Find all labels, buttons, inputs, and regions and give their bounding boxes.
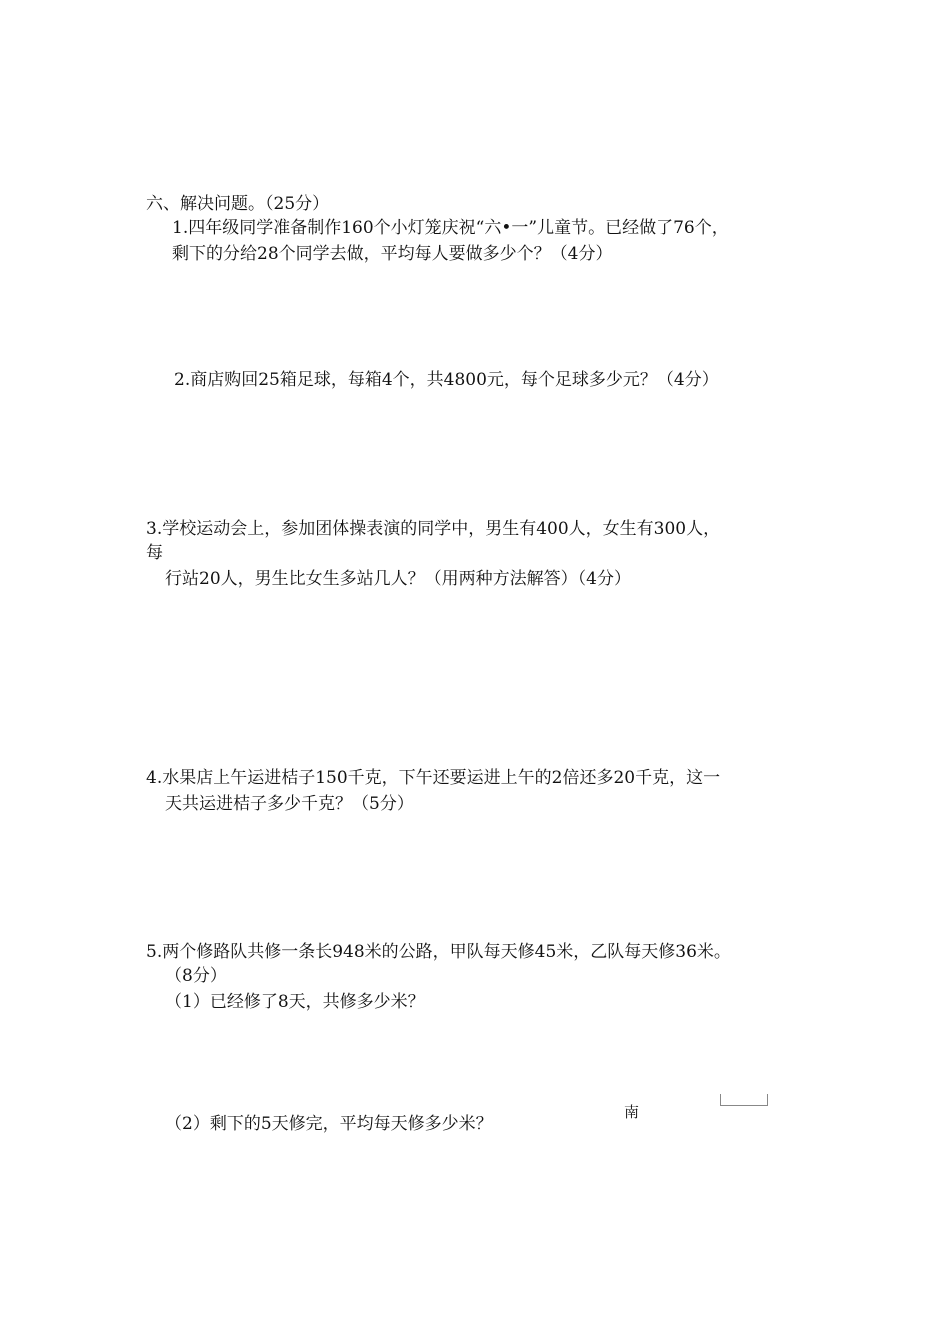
problem-3-line-1: 3.学校运动会上，参加团体操表演的同学中，男生有400人，女生有300人， [146,519,721,539]
problem-4-line-1: 4.水果店上午运进桔子150千克，下午还要运进上午的2倍还多20千克，这一 [146,768,721,788]
scale-mark [720,1094,768,1108]
scale-mark-icon [720,1094,768,1108]
problem-3-line-3: 行站20人，男生比女生多站几人？（用两种方法解答）（4分） [165,569,631,589]
problem-3-line-2: 每 [146,543,163,563]
problem-5-line-1: 5.两个修路队共修一条长948米的公路，甲队每天修45米，乙队每天修36米。 [146,942,731,962]
stray-label: 南 [624,1103,640,1121]
problem-1-line-2: 剩下的分给28个同学去做，平均每人要做多少个？（4分） [172,244,613,264]
problem-5-sub-2: （2）剩下的5天修完，平均每天修多少米？ [165,1114,493,1134]
section-title: 六、解决问题。（25分） [146,194,330,214]
problem-5-sub-1: （1）已经修了8天，共修多少米？ [165,992,425,1012]
problem-2-line-1: 2.商店购回25箱足球，每箱4个，共4800元，每个足球多少元？（4分） [174,370,719,390]
problem-5-line-2: （8分） [165,966,227,986]
problem-4-line-2: 天共运进桔子多少千克？（5分） [165,794,414,814]
problem-1-line-1: 1.四年级同学准备制作160个小灯笼庆祝“六•一”儿童节。已经做了76个， [172,218,729,238]
